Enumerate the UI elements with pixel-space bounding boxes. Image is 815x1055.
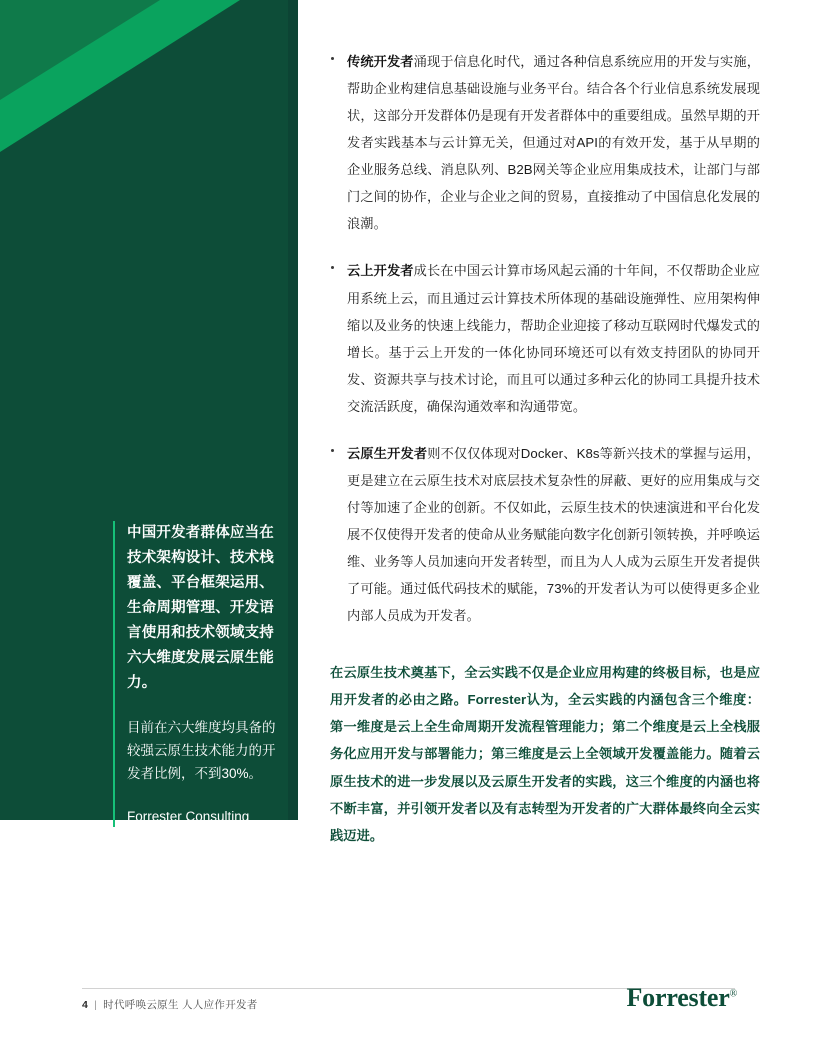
bullet-term: 传统开发者 — [347, 54, 414, 69]
main-content-column — [330, 48, 760, 862]
bullet-item — [330, 440, 760, 629]
bullet-term: 云上开发者 — [347, 263, 414, 279]
pullquote-body: 目前在六大维度均具备的较强云原生技术能力的开发者比例，不到30%。 — [127, 719, 276, 781]
registered-trademark-icon: ® — [729, 988, 737, 1000]
bullet-text: 则不仅仅体现对Docker、K8s等新兴技术的掌握与运用，更是建立在云原生技术对底层技术复杂性的屏蔽、更好的应用集成与交付等加速了企业的创新。不仅如此，云原生技术的快速演进和平台化发展不仅使得开发者的使命从业务赋能向数字化创新引领转换，并呼唤运维、业务等人员加速向开发者转型，而且为人人成为云原生开发者提供了可能。通过低代码技术的赋能，73%的开发者认为可以使得更多企业内部人员成为开发者。 — [347, 445, 760, 624]
forrester-logo — [627, 983, 738, 1013]
bullet-text: 成长在中国云计算市场风起云涌的十年间，不仅帮助企业应用系统上云，而且通过云计算技术所体现的基础设施弹性、应用架构伸缩以及业务的快速上线能力，帮助企业迎接了移动互联网时代爆发式的增长。基于云上开发的一体化协同环境还可以有效支持团队的协同开发、资源共享与技术讨论，而且可以通过多种云化的协同工具提升技术交流活跃度，确保沟通效率和沟通带宽。 — [347, 263, 760, 414]
bullet-dot-icon — [331, 57, 334, 60]
forrester-logo-text: Forrester — [626, 983, 730, 1012]
footer-left — [82, 997, 258, 1012]
closing-paragraph: 在云原生技术奠基下，全云实践不仅是企业应用构建的终极目标，也是应用开发者的必由之路。Forrester认为，全云实践的内涵包含三个维度：第一维度是云上全生命周期开发流程管理能力；第二个维度是云上全栈服务化应用开发与部署能力；第三维度是云上全领域开发覆盖能力。随着云原生技术的进一步发展以及云原生开发者的实践，这三个维度的内涵也将不断丰富，并引领开发者以及有志转型为开发者的广大群体最终向全云实践迈进。 — [330, 665, 760, 843]
footer-document-title: 时代呼唤云原生 人人应作开发者 — [103, 999, 258, 1011]
page-number: 4 — [82, 999, 89, 1011]
bullet-paragraph — [347, 257, 760, 419]
bullet-paragraph — [347, 440, 760, 629]
pullquote-source: Forrester Consulting — [127, 809, 250, 825]
pullquote-block — [113, 521, 279, 827]
band-edge-strip — [288, 0, 298, 820]
bullet-text: 涌现于信息化时代，通过各种信息系统应用的开发与实施，帮助企业构建信息基础设施与业务平台。结合各个行业信息系统发展现状，这部分开发群体仍是现有开发者群体中的重要组成。虽然早期的开发者实践基本与云计算无关，但通过对API的有效开发，基于从早期的企业服务总线、消息队列、B2B网关等企业应用集成技术，让部门与部门之间的协作，企业与企业之间的贸易，直接推动了中国信息化发展的浪潮。 — [347, 54, 760, 232]
bullet-item — [330, 257, 760, 419]
footer-separator: | — [94, 999, 98, 1011]
bullet-item — [330, 48, 760, 237]
bullet-paragraph — [347, 48, 760, 237]
pullquote-lead: 中国开发者群体应当在技术架构设计、技术栈覆盖、平台框架运用、生命周期管理、开发语言使用和技术领域支持六大维度发展云原生能力。 — [127, 525, 274, 691]
bullet-dot-icon — [331, 449, 334, 452]
band-corner-mid-shape — [0, 0, 160, 100]
bullet-term: 云原生开发者 — [347, 445, 428, 461]
bullet-dot-icon — [331, 266, 334, 269]
